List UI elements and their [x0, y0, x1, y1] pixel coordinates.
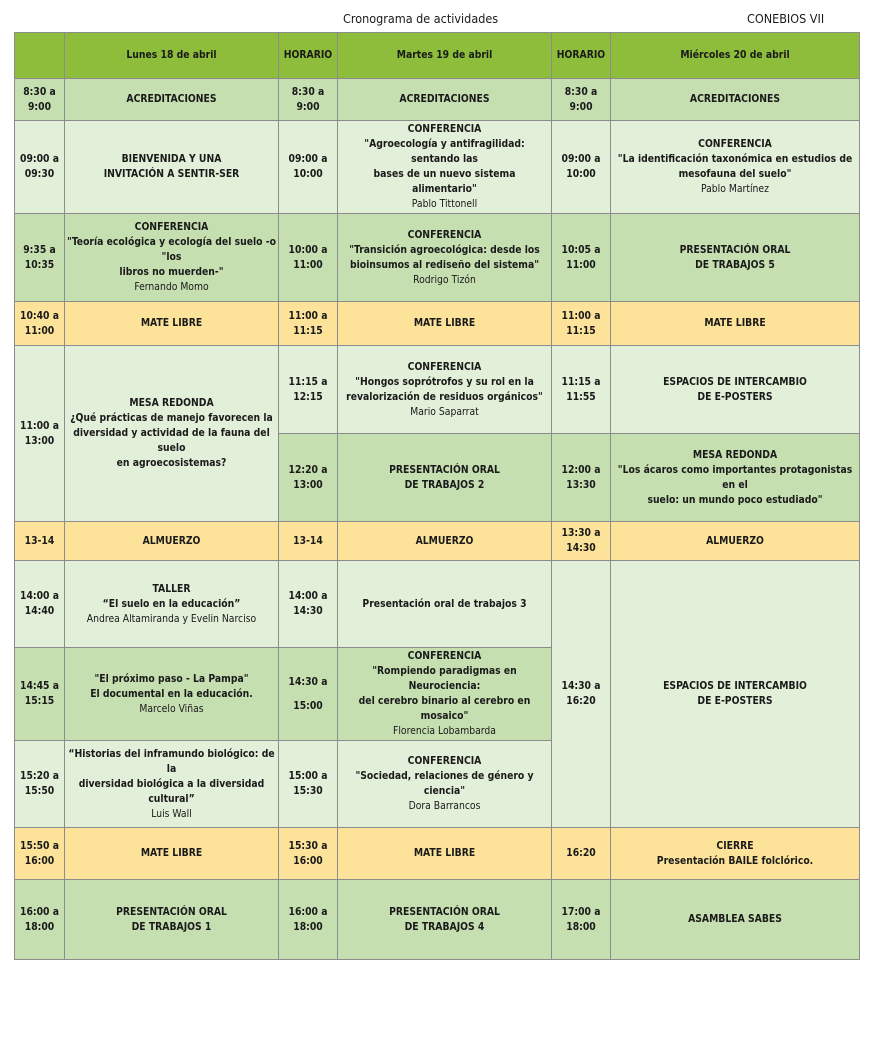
speaker-name: Mario Saparrat — [410, 405, 479, 418]
activity-cell: MATE LIBRE — [338, 302, 552, 346]
activity-cell: ACREDITACIONES — [338, 79, 552, 121]
time-cell: 14:45 a 15:15 — [15, 648, 65, 741]
speaker-name: Pablo Martínez — [701, 183, 769, 195]
time-cell: 14:00 a 14:30 — [279, 561, 338, 648]
activity-cell: ASAMBLEA SABES — [611, 880, 860, 960]
activity-cell: "El próximo paso - La Pampa" El documental en la educación. Marcelo Viñas — [65, 648, 279, 741]
activity-cell: MATE LIBRE — [65, 828, 279, 880]
time-cell: 15:50 a 16:00 — [15, 828, 65, 880]
activity-cell: CONFERENCIA "La identificación taxonómica en estudios de mesofauna del suelo" Pablo Martínez — [611, 121, 860, 214]
time-cell: 8:30 a 9:00 — [15, 79, 65, 121]
speaker-name: Florencia Lobambarda — [393, 725, 496, 737]
table-row — [15, 79, 860, 121]
activity-cell: PRESENTACIÓN ORAL DE TRABAJOS 1 — [65, 880, 279, 960]
time-cell: 14:30 a 16:20 — [552, 561, 611, 828]
time-cell: 12:20 a 13:00 — [279, 434, 338, 522]
speaker-name: Rodrigo Tizón — [413, 273, 476, 286]
schedule-table — [14, 32, 860, 960]
activity-cell: TALLER “El suelo en la educación” Andrea Altamiranda y Evelin Narciso — [65, 561, 279, 648]
time-cell: 14:30 a 15:00 — [279, 648, 338, 741]
document-title: Cronograma de actividades — [343, 11, 499, 26]
table-row — [15, 214, 860, 302]
time-cell: 11:00 a 11:15 — [279, 302, 338, 346]
time-cell: 15:20 a 15:50 — [15, 741, 65, 828]
speaker-name: Andrea Altamiranda y Evelin Narciso — [86, 612, 257, 625]
header-monday: Lunes 18 de abril — [65, 33, 279, 79]
table-row — [15, 561, 860, 648]
speaker-name: Luis Wall — [151, 807, 192, 820]
speaker-name: Pablo Tittonell — [411, 198, 478, 210]
time-cell: 17:00 a 18:00 — [552, 880, 611, 960]
table-row — [15, 302, 860, 346]
time-cell: 15:30 a 16:00 — [279, 828, 338, 880]
time-cell: 11:15 a 12:15 — [279, 346, 338, 434]
time-cell: 14:00 a 14:40 — [15, 561, 65, 648]
table-row — [15, 522, 860, 561]
activity-cell: MATE LIBRE — [338, 828, 552, 880]
time-cell: 9:35 a 10:35 — [15, 214, 65, 302]
header-tuesday: Martes 19 de abril — [338, 33, 552, 79]
table-row — [15, 828, 860, 880]
activity-cell: CONFERENCIA "Sociedad, relaciones de género y ciencia" Dora Barrancos — [338, 741, 552, 828]
time-cell: 13:30 a 14:30 — [552, 522, 611, 561]
time-cell: 11:00 a 13:00 — [15, 346, 65, 522]
activity-cell: ALMUERZO — [65, 522, 279, 561]
activity-cell: CONFERENCIA "Teoría ecológica y ecología del suelo -o "los libros no muerden-" Fernando Momo — [65, 214, 279, 302]
speaker-name: Marcelo Viñas — [139, 702, 204, 715]
activity-cell: PRESENTACIÓN ORAL DE TRABAJOS 4 — [338, 880, 552, 960]
activity-cell: CONFERENCIA "Rompiendo paradigmas en Neurociencia: del cerebro binario al cerebro en mosaico" Florencia Lobambarda — [338, 648, 552, 741]
activity-cell: ACREDITACIONES — [611, 79, 860, 121]
header-time-monday — [15, 33, 65, 79]
activity-cell: “Historias del inframundo biológico: de la diversidad biológica a la diversidad cultural” Luis Wall — [65, 741, 279, 828]
table-row — [15, 346, 860, 434]
activity-cell: MESA REDONDA "Los ácaros como importantes protagonistas en el suelo: un mundo poco estudiado" — [611, 434, 860, 522]
activity-cell: ALMUERZO — [611, 522, 860, 561]
header-horario-tuesday: HORARIO — [279, 33, 338, 79]
header-wednesday: Miércoles 20 de abril — [611, 33, 860, 79]
activity-cell: PRESENTACIÓN ORAL DE TRABAJOS 5 — [611, 214, 860, 302]
time-cell: 12:00 a 13:30 — [552, 434, 611, 522]
time-cell: 15:00 a 15:30 — [279, 741, 338, 828]
activity-cell: BIENVENIDA Y UNA INVITACIÓN A SENTIR-SER — [65, 121, 279, 214]
activity-cell: MESA REDONDA ¿Qué prácticas de manejo favorecen la diversidad y actividad de la fauna del suelo en agroecosistemas? — [65, 346, 279, 522]
time-cell: 16:20 — [552, 828, 611, 880]
activity-cell: CONFERENCIA "Transición agroecológica: desde los bioinsumos al rediseño del sistema" Rodrigo Tizón — [338, 214, 552, 302]
time-cell: 11:00 a 11:15 — [552, 302, 611, 346]
event-name: CONEBIOS VII — [747, 11, 825, 26]
time-cell: 10:00 a 11:00 — [279, 214, 338, 302]
time-cell: 13-14 — [279, 522, 338, 561]
activity-cell: ESPACIOS DE INTERCAMBIO DE E-POSTERS — [611, 346, 860, 434]
activity-cell: PRESENTACIÓN ORAL DE TRABAJOS 2 — [338, 434, 552, 522]
time-cell: 09:00 a 09:30 — [15, 121, 65, 214]
speaker-name: Dora Barrancos — [408, 800, 481, 812]
activity-cell: ACREDITACIONES — [65, 79, 279, 121]
activity-cell: Presentación oral de trabajos 3 — [338, 561, 552, 648]
time-cell: 11:15 a 11:55 — [552, 346, 611, 434]
table-row — [15, 880, 860, 960]
time-cell: 10:40 a 11:00 — [15, 302, 65, 346]
activity-cell: CIERRE Presentación BAILE folclórico. — [611, 828, 860, 880]
activity-cell: ALMUERZO — [338, 522, 552, 561]
time-cell: 8:30 a 9:00 — [552, 79, 611, 121]
activity-cell: CONFERENCIA "Agroecología y antifragilidad: sentando las bases de un nuevo sistema alimentario" Pablo Tittonell — [338, 121, 552, 214]
activity-cell: MATE LIBRE — [65, 302, 279, 346]
time-cell: 13-14 — [15, 522, 65, 561]
header-row — [15, 33, 860, 79]
time-cell: 16:00 a 18:00 — [279, 880, 338, 960]
time-cell: 16:00 a 18:00 — [15, 880, 65, 960]
activity-cell: MATE LIBRE — [611, 302, 860, 346]
activity-cell: CONFERENCIA "Hongos soprótrofos y su rol en la revalorización de residuos orgánicos" Mario Saparrat — [338, 346, 552, 434]
speaker-name: Fernando Momo — [134, 281, 209, 293]
header-horario-wednesday: HORARIO — [552, 33, 611, 79]
table-row — [15, 121, 860, 214]
time-cell: 8:30 a 9:00 — [279, 79, 338, 121]
activity-cell: ESPACIOS DE INTERCAMBIO DE E-POSTERS — [611, 561, 860, 828]
time-cell: 09:00 a 10:00 — [279, 121, 338, 214]
time-cell: 10:05 a 11:00 — [552, 214, 611, 302]
time-cell: 09:00 a 10:00 — [552, 121, 611, 214]
